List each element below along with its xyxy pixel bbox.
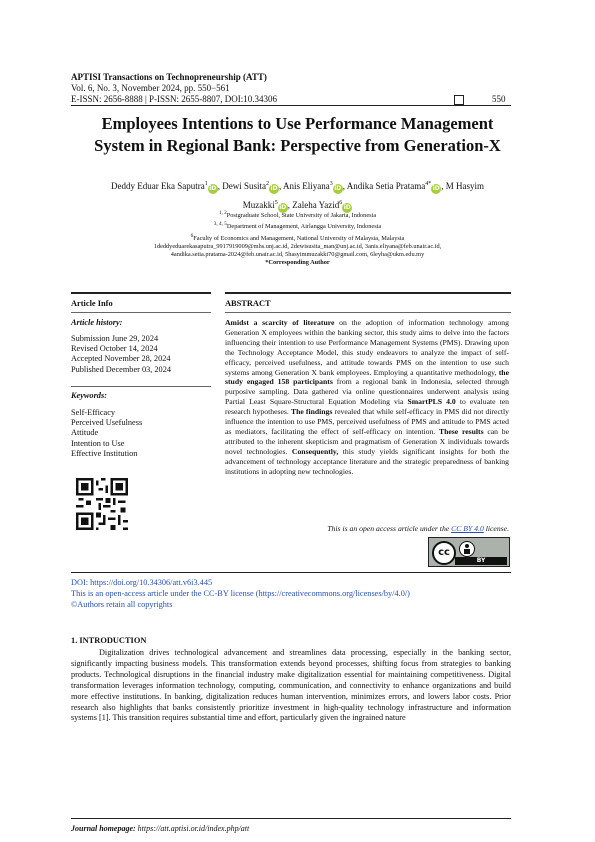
orcid-icon[interactable]: iD: [343, 204, 351, 211]
volume-info: Vol. 6, No. 3, November 2024, pp. 550−561: [71, 83, 230, 93]
history-heading: Article history:: [71, 318, 123, 327]
abstract-rule: [225, 292, 511, 294]
affiliation-3: Faculty of Economics and Management, National University of Malaysia, Malaysia: [193, 234, 405, 242]
open-access-note: This is an open access article under the CC BY 4.0 license.: [327, 524, 509, 533]
page-number: 550: [492, 94, 506, 104]
page-icon: [454, 95, 464, 105]
qr-code[interactable]: [76, 478, 128, 530]
author-1: Deddy Eduar Eka Saputra: [111, 181, 205, 191]
by-label: BY: [455, 557, 507, 565]
revised-date: Revised October 14, 2024: [71, 344, 158, 354]
author-4: , Andika Setia Pratama: [342, 181, 426, 191]
author-5-surname: Muzakki: [242, 200, 275, 210]
paper-title: [71, 113, 524, 157]
title-line-1: Employees Intentions to Use Performance Management: [101, 114, 494, 133]
published-date: Published December 03, 2024: [71, 364, 172, 374]
affiliation-1: Postgraduate School, State University of Jakarta, Indonesia: [226, 212, 377, 220]
keyword: Intention to Use: [71, 438, 125, 448]
author-list: Deddy Eduar Eka Saputra$^1$iD, Dewi Susita$^2$iD, Anis Eliyana$^3$iD, Andika Setia Pratama$^{4*}$iD, M Hasyim Muzakki$^5$iD, Zaleha Yazid$^6$iD: [111, 181, 484, 211]
issn-info: E-ISSN: 2656-8888 | P-ISSN: 2655-8807, DOI:10.34306: [71, 94, 278, 104]
links-block: [71, 577, 410, 610]
cc-license-link[interactable]: CC BY 4.0: [451, 524, 484, 533]
author-5: , M Hasyim: [441, 181, 484, 191]
journal-name: APTISI Transactions on Technopreneurship (ATT): [71, 72, 267, 82]
info-divider: [71, 386, 211, 387]
author-6: , Zaleha Yazid: [287, 200, 340, 210]
keyword: Perceived Usefulness: [71, 418, 143, 428]
keyword: Self-Efficacy: [71, 408, 116, 417]
author-2: , Dewi Susita: [217, 181, 266, 191]
affiliations: $^{1, 2}$Postgraduate School, State University of Jakarta, Indonesia $^{3, 4, 5}$Department of Management, Airlangga University, Indonesia $^6$Faculty of Economics and Management, National University of Malaysia, Malaysia 1deddyeduarekasaputra_9917919009@mhs.unj.ac.id, 2dewisusita_man@unj.ac.id, 3anis.eliyana@feb.unair.ac.id, 4andika.setia.pratama-2024@feb.unair.ac.id, 5hasyimmuzakki70@gmail.com, 6leyha@ukm.edu.my *Corresponding Author: [71, 209, 524, 268]
section-heading: 1. INTRODUCTION: [71, 636, 147, 645]
intro-body: Digitalization drives technological advancement and streamlines data processing, especially in the banking sector, significantly impacting business models. This transformation extends beyond processes, shifting focus from strategies to banking products. Technological disruptions in the financial industry make digitalization essential for maintaining competitiveness. Digital transformation leverages information technology, computing, communication, and connectivity to enhance organizations and build more effective institutions. In banking, digitalization reduces human intervention, minimizes errors, and lowers labor costs. Prior research also highlights that banks consistently prioritize investment in high-quality technology infrastructure and information systems [1]. This transition requires substantial time and effort, particularly given the ingrained nature: [71, 648, 511, 723]
orcid-icon[interactable]: iD: [209, 185, 217, 192]
keywords-heading: Keywords:: [71, 391, 107, 400]
homepage-link[interactable]: https://att.aptisi.or.id/index.php/att: [137, 824, 250, 833]
info-rule: [71, 292, 211, 294]
journal-homepage: Journal homepage: https://att.aptisi.or.id/index.php/att: [71, 824, 250, 833]
abstract-body: Amidst a scarcity of literature on the adoption of information technology among Generation X employees within the banking sector, this study aims to delve into the factors influencing their intention to use Performance Management Systems (PMS). Drawing upon the Technology Acceptance Model, this study endeavors to analyze the impact of self-efficacy, perceived usefulness, and attitude towards PMS on the intention to use such systems among Generation X bank employees. Employing a quantitative methodology, the study engaged 158 participants from a regional bank in Indonesia, selected through purposive sampling. Data gathered via online questionnaires underwent analysis using Partial Least Square-Structural Equation Modeling via SmartPLS 4.0 to evaluate ten research hypotheses. The findings revealed that while self-efficacy in PMS did not directly influence the intention to use PMS, perceived usefulness of PMS and attitude to PMS acted as mediators, facilitating the effect of self-efficacy on intention. These results can be attributed to the inherent skepticism and pragmatism of Generation X individuals towards novel technologies. Consequently, this study yields significant insights for both the advancement of technology acceptance literature and the strategic preparedness of banking institutions in adopting new technologies.: [225, 318, 510, 476]
abstract-heading: ABSTRACT: [225, 299, 271, 308]
cc-by-badge[interactable]: [428, 537, 510, 567]
doi-link[interactable]: DOI: https://doi.org/10.34306/att.v6i3.445: [71, 578, 213, 587]
keyword: Attitude: [71, 428, 99, 438]
author-3: , Anis Eliyana: [278, 181, 330, 191]
copyright-note: ©Authors retain all copyrights: [71, 600, 173, 609]
info-divider: [71, 312, 211, 313]
emails-line-2: 4andika.setia.pratama-2024@feb.unair.ac.id, 5hasyimmuzakki70@gmail.com, 6leyha@ukm.edu.my: [170, 251, 425, 259]
orcid-icon[interactable]: iD: [334, 185, 342, 192]
history-list: [71, 334, 211, 375]
keyword: Effective Institution: [71, 448, 138, 458]
orcid-icon[interactable]: iD: [432, 185, 440, 192]
affiliation-2: Department of Management, Airlangga University, Indonesia: [226, 223, 382, 231]
orcid-icon[interactable]: iD: [270, 185, 278, 192]
title-line-2: System in Regional Bank: Perspective from Generation-X: [94, 136, 501, 155]
submission-date: Submission June 29, 2024: [71, 334, 159, 343]
keywords-list: [71, 408, 211, 459]
corresponding-author: *Corresponding Author: [265, 259, 330, 267]
accepted-date: Accepted November 28, 2024: [71, 354, 171, 364]
orcid-icon[interactable]: iD: [279, 204, 287, 211]
person-icon: [459, 541, 475, 557]
cc-icon: cc: [432, 541, 456, 565]
abstract-bottom-rule: [71, 572, 511, 573]
article-info-heading: Article Info: [71, 299, 113, 308]
abstract-divider: [225, 312, 511, 313]
emails-line-1: 1deddyeduarekasaputra_9917919009@mhs.unj.ac.id, 2dewisusita_man@unj.ac.id, 3anis.eliyana@feb.unair.ac.id,: [153, 242, 442, 250]
header-rule: [71, 105, 511, 106]
footer-rule: [71, 818, 511, 819]
license-link[interactable]: This is an open-access article under the CC-BY license (https://creativecommons.org/licenses/by/4.0/): [71, 589, 410, 598]
